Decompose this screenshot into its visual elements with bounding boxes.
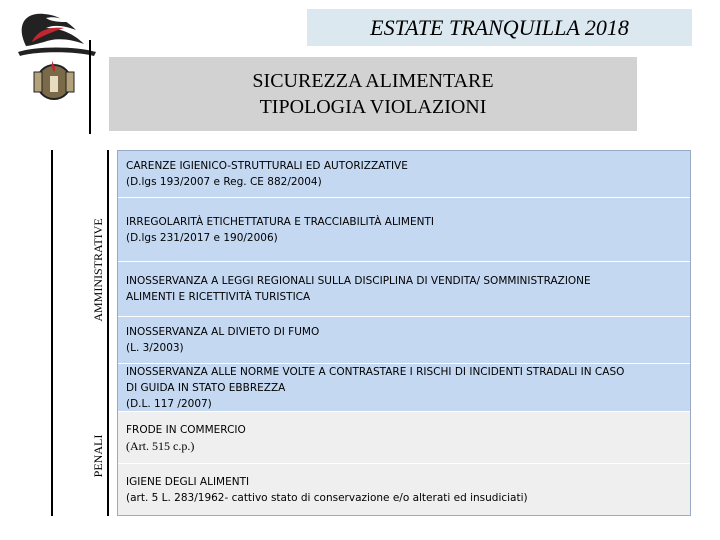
row-reference: (Art. 515 c.p.)	[126, 438, 195, 453]
list-item	[117, 317, 691, 364]
subtitle-line-1: SICUREZZA ALIMENTARE	[252, 70, 494, 92]
row-title: INOSSERVANZA AL DIVIETO DI FUMO	[126, 326, 320, 338]
divider-line-inner	[107, 150, 109, 516]
administrative-section-label: AMMINISTRATIVE	[91, 218, 105, 322]
row-title: INOSSERVANZA A LEGGI REGIONALI SULLA DISCIPLINA DI VENDITA/ SOMMINISTRAZIONE	[126, 275, 591, 287]
row-title: IGIENE DEGLI ALIMENTI	[126, 475, 250, 488]
row-reference: (art. 5 L. 283/1962- cattivo stato di conservazione e/o alterati ed insudiciati)	[126, 491, 528, 504]
row-reference: (L. 3/2003)	[126, 342, 184, 354]
row-reference: (D.lgs 231/2017 e 190/2006)	[126, 231, 278, 244]
list-item	[117, 464, 691, 516]
list-item	[117, 150, 691, 198]
row-reference: (D.L. 117 /2007)	[126, 397, 212, 410]
list-item	[117, 412, 691, 464]
row-title: INOSSERVANZA ALLE NORME VOLTE A CONTRASTARE I RISCHI DI INCIDENTI STRADALI IN CASO	[126, 365, 625, 378]
row-title: CARENZE IGIENICO-STRUTTURALI ED AUTORIZZATIVE	[126, 159, 408, 172]
event-title-banner	[307, 9, 692, 46]
penal-section-label: PENALI	[91, 434, 105, 478]
divider-line-left	[51, 150, 53, 516]
subtitle-line-2: TIPOLOGIA VIOLAZIONI	[259, 96, 487, 118]
divider-line-top	[89, 40, 91, 134]
row-title: FRODE IN COMMERCIO	[126, 423, 246, 436]
subtitle-box	[109, 57, 637, 131]
row-detail: DI GUIDA IN STATO EBBREZZA	[126, 381, 286, 394]
list-item	[117, 198, 691, 262]
row-title: IRREGOLARITÀ ETICHETTATURA E TRACCIABILITÀ ALIMENTI	[126, 215, 434, 228]
event-title: ESTATE TRANQUILLA 2018	[370, 14, 629, 40]
row-reference: ALIMENTI E RICETTIVITÀ TURISTICA	[126, 291, 311, 303]
row-reference: (D.lgs 193/2007 e Reg. CE 882/2004)	[126, 175, 322, 188]
list-item	[117, 262, 691, 317]
list-item	[117, 364, 691, 412]
carabinieri-emblem-icon	[6, 6, 106, 106]
